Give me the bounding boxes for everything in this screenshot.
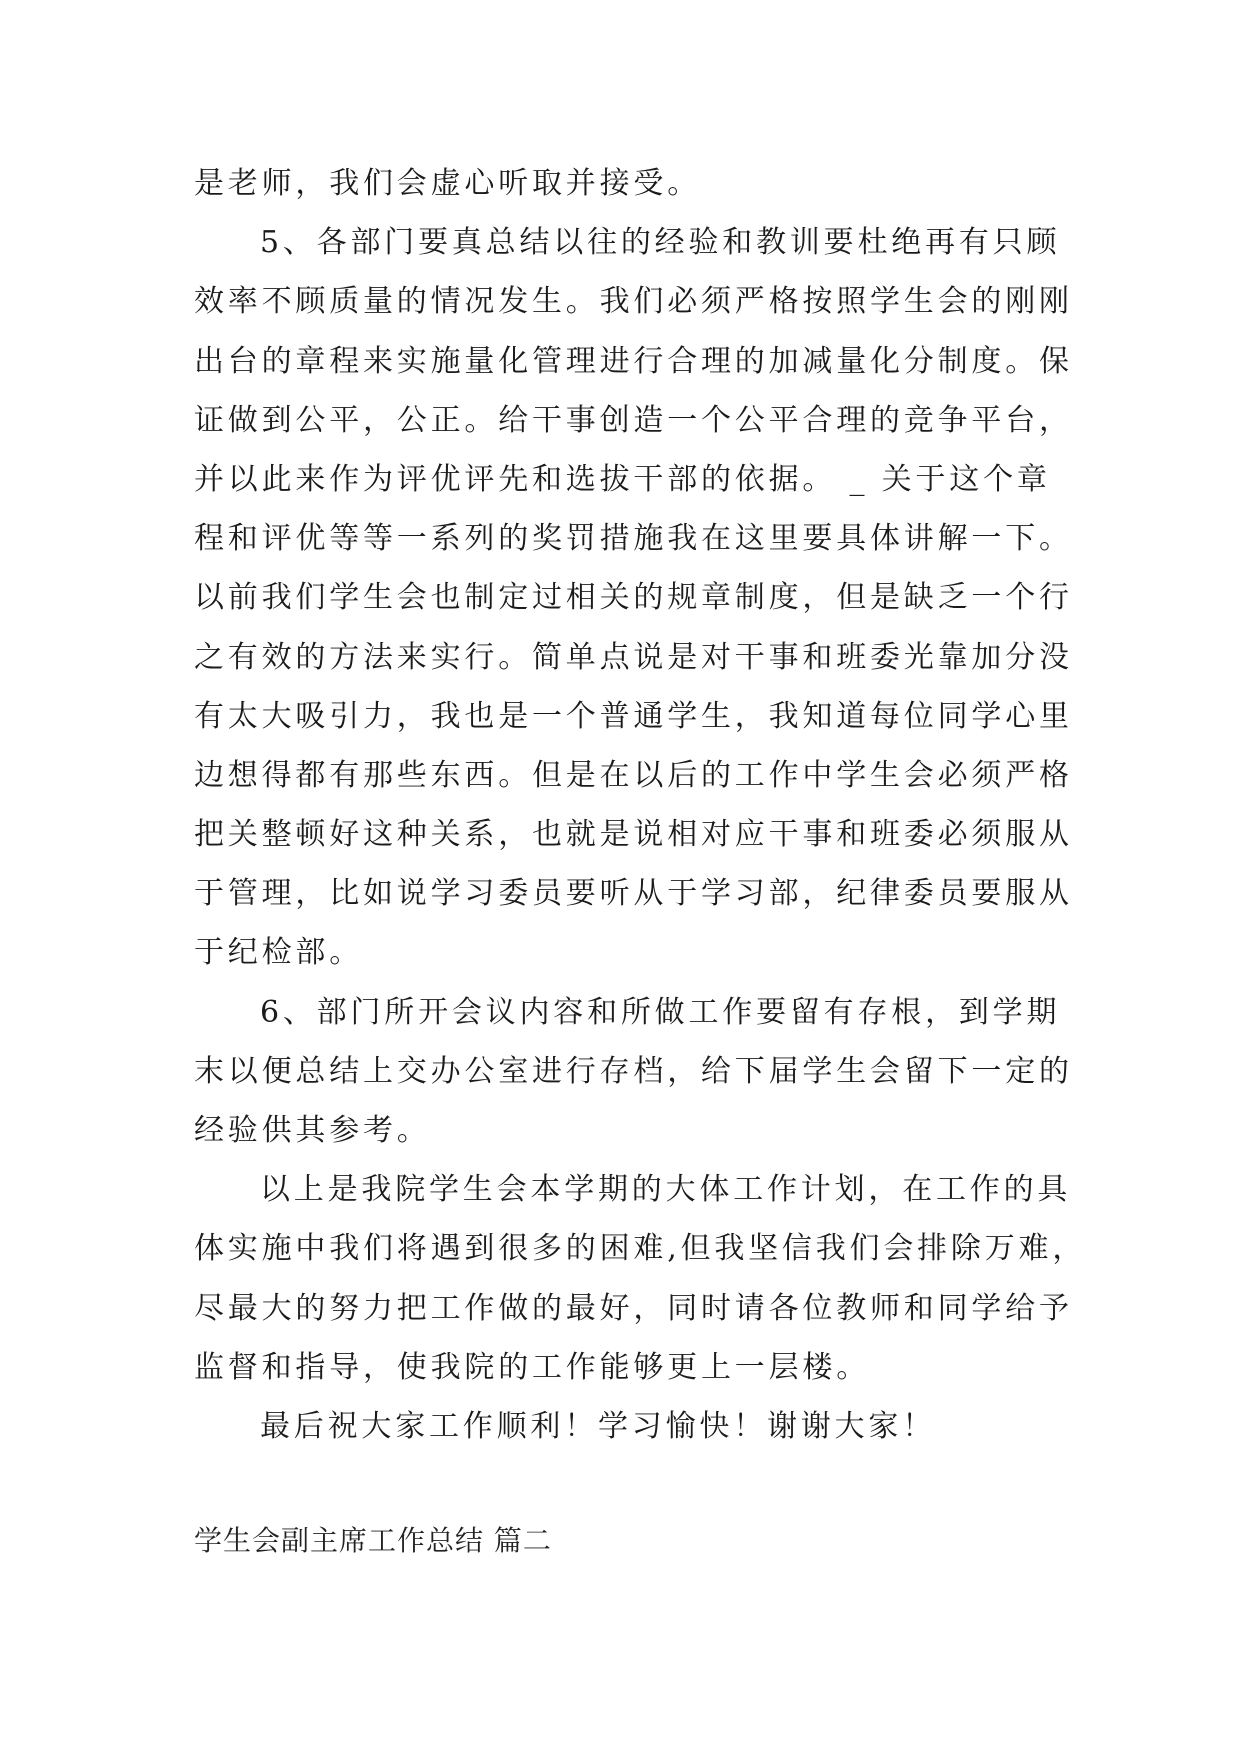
text-line: 之有效的方法来实行。简单点说是对干事和班委光靠加分没 — [194, 639, 1073, 675]
text-line: 监督和指导，使我院的工作能够更上一层楼。 — [194, 1349, 870, 1385]
text-line: 程和评优等等一系列的奖罚措施我在这里要具体讲解一下。 — [194, 521, 1073, 557]
text-line: 6、部门所开会议内容和所做工作要留有存根，到学期 — [260, 994, 1061, 1030]
text-line: 是老师，我们会虚心听取并接受。 — [194, 166, 701, 201]
text-line: 末以便总结上交办公室进行存档，给下届学生会留下一定的 — [194, 1053, 1073, 1089]
paragraph — [194, 1160, 1154, 1397]
text-line: 5、各部门要真总结以往的经验和教训要杜绝再有只顾 — [260, 225, 1061, 261]
text-line: 体实施中我们将遇到很多的困难,但我坚信我们会排除万难， — [194, 1231, 1087, 1267]
text-line: 以前我们学生会也制定过相关的规章制度，但是缺乏一个行 — [194, 580, 1073, 616]
text-line: 把关整顿好这种关系，也就是说相对应干事和班委必须服从 — [194, 817, 1073, 853]
text-line: 经验供其参考。 — [194, 1113, 431, 1148]
text-line: 有太大吸引力，我也是一个普通学生，我知道每位同学心里 — [194, 698, 1073, 734]
text-line: 尽最大的努力把工作做的最好，同时请各位教师和同学给予 — [194, 1290, 1073, 1326]
text-line: 以上是我院学生会本学期的大体工作计划，在工作的具 — [260, 1172, 1072, 1208]
text-line: 于管理，比如说学习委员要听从于学习部，纪律委员要服从 — [194, 876, 1073, 912]
paragraph — [194, 983, 1154, 1161]
text-line: 于纪检部。 — [194, 935, 363, 971]
text-line: 边想得都有那些东西。但是在以后的工作中学生会必须严格 — [194, 757, 1073, 793]
paragraph — [194, 213, 1154, 982]
paragraph — [194, 1397, 1154, 1456]
document-body — [194, 154, 1154, 1456]
text-line: 证做到公平，公正。给干事创造一个公平合理的竞争平台， — [194, 402, 1073, 438]
text-line: 最后祝大家工作顺利！学习愉快！谢谢大家！ — [260, 1408, 936, 1444]
text-line: 并以此来作为评优评先和选拔干部的依据。 _ 关于这个章 — [194, 461, 1051, 497]
section-heading: 学生会副主席工作总结 篇二 — [194, 1524, 552, 1557]
text-line: 效率不顾质量的情况发生。我们必须严格按照学生会的刚刚 — [194, 284, 1073, 320]
text-line: 出台的章程来实施量化管理进行合理的加减量化分制度。保 — [194, 343, 1073, 379]
paragraph — [194, 154, 1154, 213]
